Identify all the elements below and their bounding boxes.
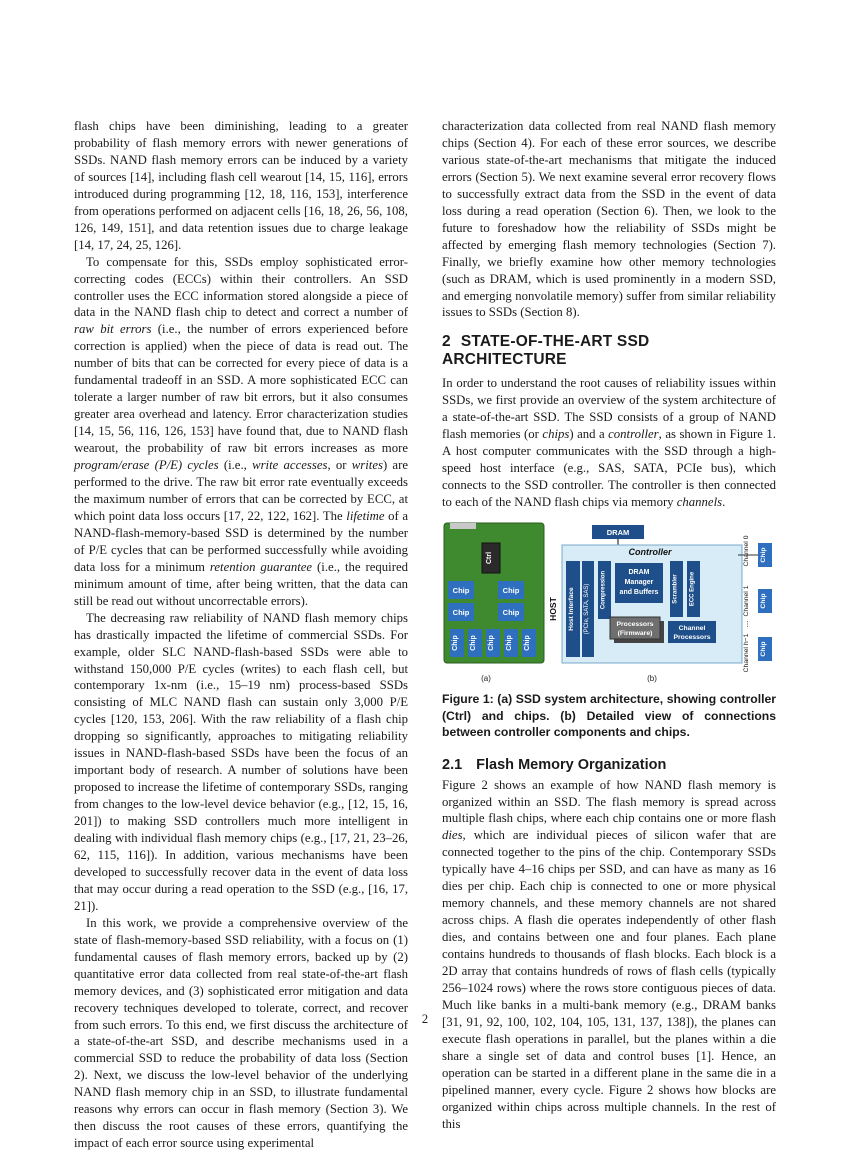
channel-0-label: Channel 0	[743, 535, 750, 567]
channel-1-chip-label: Chip	[760, 593, 767, 609]
figure-label-a: (a)	[481, 674, 491, 684]
right-paragraph-1: characterization data collected from real NAND flash memory chips (Section 4). For each of these error sources, we describe various state-of-the-art mechanisms that mitigate the induced errors (Section 5). We next examine several error recovery flows to successfully extract data from the SSD in the event of data loss during a read operation (Section 6). Then, we look to the future to foreshadow how the reliability of SSDs might be affected by emerging flash memory technologies (Section 7). Finally, we briefly examine how other memory technologies (such as DRAM, which is used prominently in a modern SSD, and emerging nonvolatile memory) suffer from similar reliability issues to SSDs (Section 8).	[442, 119, 776, 320]
scrambler-label: Scrambler	[672, 574, 679, 604]
compression-label: Compression	[600, 570, 607, 610]
board-chip-1-label: Chip	[452, 586, 470, 596]
figure-1-diagram	[442, 521, 776, 685]
right-paragraph-2: In order to understand the root causes of reliability issues within SSDs, we first provide an overview of the system architecture of a state-of-the-art SSD. The SSD consists of a group of NAND flash memories (or chips) and a controller, as shown in Figure 1. A host computer communicates with the SSD through a high-speed host interface (e.g., SAS, SATA, PCIe bus), which connects to the SSD controller. The controller is then connected to each of the NAND flash chips via memory channels.	[442, 376, 776, 510]
controller-label: Controller	[628, 547, 672, 558]
board-chip-3-label: Chip	[502, 586, 520, 596]
channel-h-label: Channel h−1	[743, 633, 750, 673]
right-paragraph-3: Figure 2 shows an example of how NAND flash memory is organized within an SSD. The flash memory is spread across multiple flash chips, where each chip contains one or more flash dies, which are individual pieces of silicon wafer that are connected together to the pins of the chip. Contemporary SSDs typically have 4–16 chips per SSD, and can have as many as 16 dies per chip. Each chip is connected to one or more physical memory channels, and these memory channels are not shared across chips. A flash die operates independently of other flash dies, and contains between one and four planes. Each plane contains hundreds to thousands of flash blocks. Each block is a 2D array that contains hundreds of rows of flash cells (typically 256–1024 rows) where the rows store contiguous pieces of data. Much like banks in a multi-bank memory (e.g., DRAM banks [31, 91, 92, 100, 102, 104, 105, 131, 137, 138]), the planes can execute flash operations in parallel, but the planes within a die share a single set of data and control buses [1]. Hence, an operation can be started in a different plane in the same die in a pipelined manner, every cycle. Figure 2 shows how blocks are organized within chips across multiple channels. In the rest of this	[442, 777, 776, 1131]
processors-line-1: Processors	[616, 621, 654, 629]
left-column	[74, 118, 408, 1152]
dram-manager-line-2: Manager	[624, 579, 654, 587]
section-2-number: 2	[442, 333, 451, 351]
host-interface-label: Host Interface	[568, 587, 575, 631]
italic-run: program/erase (P/E) cycles	[74, 458, 219, 473]
host-label: HOST	[548, 597, 558, 621]
dram-label: DRAM	[606, 528, 630, 538]
italic-run: writes	[351, 458, 383, 473]
figure-1-caption: Figure 1: (a) SSD system architecture, showing controller (Ctrl) and chips. (b) Detailed view of connections between controller components and chips.	[442, 692, 776, 740]
channel-h-chip-label: Chip	[760, 641, 767, 657]
italic-run: retention guarantee	[209, 559, 313, 574]
left-paragraph-2: To compensate for this, SSDs employ sophisticated error-correcting codes (ECCs) within their controllers. An SSD controller uses the ECC information stored alongside a piece of data in the NAND flash chip to detect and correct a number of raw bit errors (i.e., the number of errors experienced before correction is applied) when the piece of data is read out. The number of bits that can be corrected for every piece of data is a fundamental tradeoff in an SSD. A more sophisticated ECC can tolerate a larger number of raw bit errors, but it also consumes greater area overhead and latency. Error characterization studies [14, 15, 56, 116, 126, 153] have found that, due to NAND flash wearout, the probability of raw bit errors increases as more program/erase (P/E) cycles (i.e., write accesses, or writes) are performed to the drive. The raw bit error rate eventually exceeds the maximum number of errors that can be corrected by ECC, at which point data loss occurs [17, 22, 122, 162]. The lifetime of a NAND-flash-memory-based SSD is determined by the number of P/E cycles that can be performed successfully while avoiding data loss for a minimum retention guarantee (i.e., the required minimum amount of time, after being written, that the data can still be read out without uncorrectable errors).	[74, 254, 409, 608]
left-paragraph-3: The decreasing raw reliability of NAND flash memory chips has drastically impacted the lifetime of commercial SSDs. For example, older SLC NAND-flash-based SSDs were able to withstand 150,000 P/E cycles (writes) to each flash cell, but contemporary 1x-nm (i.e., 15–19 nm) process-based SSDs consisting of MLC NAND flash can sustain only 3,000 P/E cycles [120, 153, 206]. With the raw reliability of a flash chip dropping so significantly, approaches to mitigating reliability issues in NAND-flash-based SSDs have been the focus of an important body of research. A number of solutions have been proposed to increase the lifetime of contemporary SSDs, ranging from changes to the low-level device behavior (e.g., [12, 15, 16, 201]) to making SSD controllers much more intelligent in dealing with individual flash memory chips (e.g., [17, 21, 23–26, 62, 115, 116]). In addition, various mechanisms have been developed to successfully recover data in the event of data loss that may occur during a read operation to the SSD (e.g., [16, 17, 21]).	[74, 610, 408, 913]
italic-run: dies	[442, 828, 463, 843]
host-interface-sublabel: (PCIe, SATA, SAS)	[584, 583, 590, 635]
italic-run: write accesses	[252, 458, 328, 473]
figure-1	[442, 521, 776, 685]
right-column	[442, 118, 776, 1133]
left-paragraph-4: In this work, we provide a comprehensive overview of the state of flash-memory-based SSD reliability, with a focus on (1) fundamental causes of flash memory errors, backed up by (2) quantitative error data collected from real state-of-the-art flash memory devices, and (3) sophisticated error mitigation and data recovery techniques developed to tolerate, correct, and recover from such errors. To this end, we first discuss the architecture of a state-of-the-art SSD, and describe mechanisms used in a commercial SSD to reduce the probability of data loss (Section 2). Next, we discuss the low-level behavior of the underlying NAND flash memory chip in an SSD, to illustrate fundamental reasons why errors can occur in flash memory (Section 3). We then discuss the root causes of these errors, quantifying the impact of each error source using experimental	[74, 915, 408, 1151]
channel-processors-line-2: Processors	[673, 634, 711, 642]
board-chip-8-label: Chip	[506, 635, 513, 651]
section-2-1-number: 2.1	[442, 756, 463, 773]
channel-ellipsis: ...	[741, 620, 750, 628]
channel-processors-line-1: Channel	[678, 625, 706, 633]
board-chip-6-label: Chip	[470, 635, 477, 651]
italic-run: lifetime	[346, 508, 385, 523]
board-chip-5-label: Chip	[452, 635, 459, 651]
board-bottom-chips	[450, 629, 536, 657]
section-2-heading	[442, 333, 776, 369]
page-number: 2	[421, 1012, 429, 1026]
dram-manager-line-1: DRAM	[628, 569, 650, 577]
board-chip-9-label: Chip	[524, 635, 531, 651]
board-chip-7-label: Chip	[488, 635, 495, 651]
italic-run: channels	[676, 495, 723, 510]
processors-line-2: (Firmware)	[617, 630, 653, 638]
section-2-title: STATE-OF-THE-ART SSD ARCHITECTURE	[442, 333, 650, 369]
ecc-label: ECC Engine	[689, 571, 696, 607]
italic-run: controller	[608, 427, 659, 442]
ctrl-label: Ctrl	[486, 552, 493, 565]
board-chip-2-label: Chip	[452, 608, 470, 618]
channel-1-label: Channel 1	[743, 585, 750, 617]
channel-0-chip-label: Chip	[760, 547, 767, 563]
figure-label-b: (b)	[647, 674, 657, 684]
section-2-1-title: Flash Memory Organization	[476, 756, 667, 773]
section-2-1-heading	[442, 757, 776, 773]
italic-run: raw bit errors	[74, 322, 152, 337]
dram-manager-line-3: and Buffers	[619, 589, 659, 597]
board-connector	[450, 523, 476, 529]
italic-run: chips	[542, 427, 570, 442]
left-paragraph-1: flash chips have been diminishing, leading to a greater probability of flash memory errors with newer generations of SSDs. NAND flash memory errors can be induced by a variety of sources [14], including flash cell wearout [14, 15, 116], errors introduced during programming [12, 18, 116, 153], interference from operations performed on adjacent cells [16, 18, 26, 56, 108, 126, 149, 151], and data retention issues due to charge leakage [14, 17, 24, 25, 126].	[74, 119, 408, 252]
board-chip-4-label: Chip	[502, 608, 520, 618]
